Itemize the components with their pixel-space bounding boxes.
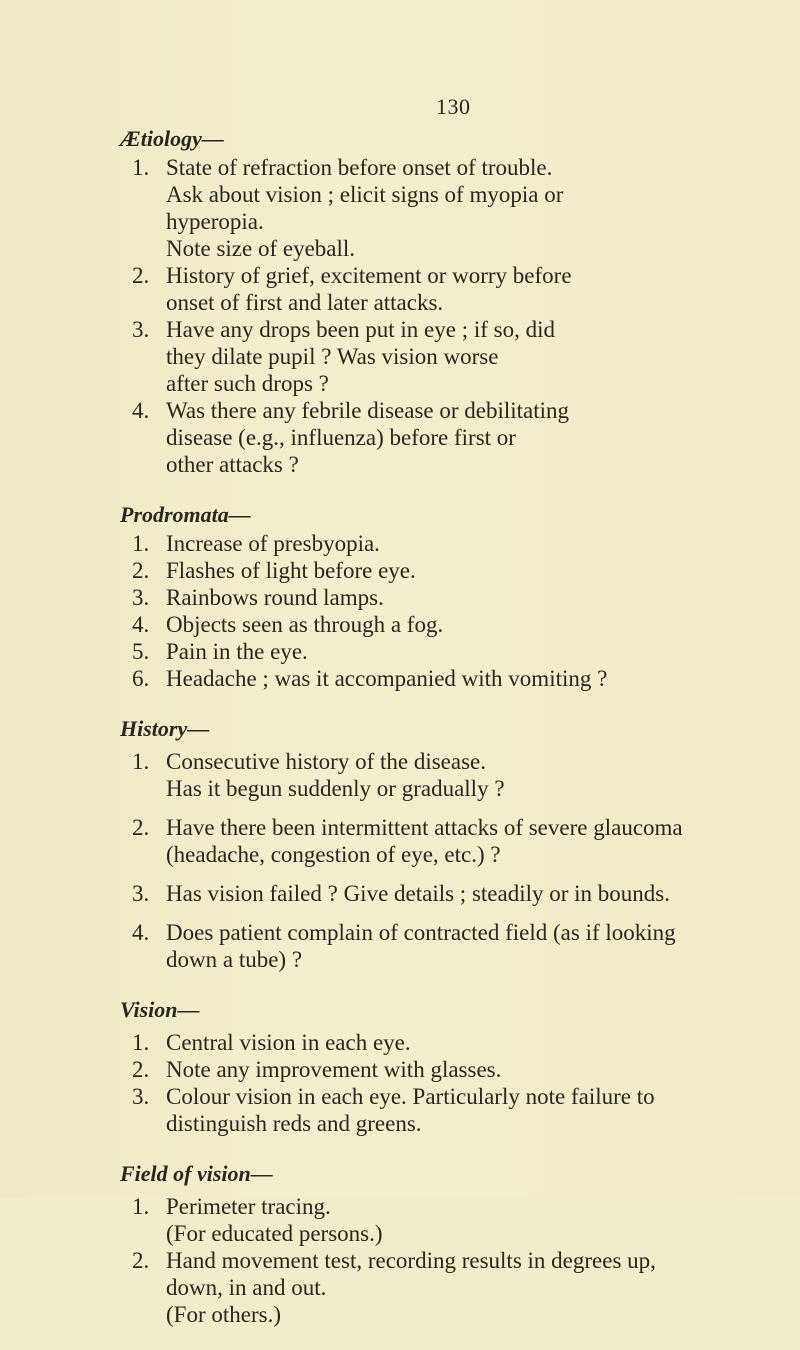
- item-line: Note size of eyeball.: [166, 236, 356, 261]
- item-number: 3.: [132, 585, 150, 610]
- item-line: Perimeter tracing.: [166, 1194, 331, 1219]
- item-line: Was there any febrile disease or debilitating: [166, 398, 570, 423]
- item-line: onset of first and later attacks.: [166, 290, 444, 315]
- item-line: Have any drops been put in eye ; if so, did: [166, 317, 555, 342]
- item-line: disease (e.g., influenza) before first or: [166, 425, 516, 450]
- item-line: Consecutive history of the disease.: [166, 749, 487, 774]
- item-line: down, in and out.: [166, 1275, 327, 1300]
- item-line: Headache ; was it accompanied with vomiting ?: [166, 666, 608, 691]
- section-heading: Prodromata—: [120, 502, 251, 527]
- list-item: [120, 1083, 760, 1137]
- list-item: [120, 611, 760, 638]
- item-line: distinguish reds and greens.: [166, 1111, 422, 1136]
- list-item: [120, 1247, 760, 1328]
- item-line: State of refraction before onset of trouble.: [166, 155, 553, 180]
- item-line: Does patient complain of contracted field (as if looking: [166, 920, 676, 945]
- item-line: other attacks ?: [166, 452, 299, 477]
- item-number: 2.: [132, 558, 150, 583]
- item-line: hyperopia.: [166, 209, 264, 234]
- item-number: 2.: [132, 815, 150, 840]
- item-number: 4.: [132, 612, 150, 637]
- list-item: [120, 638, 760, 665]
- item-line: Rainbows round lamps.: [166, 585, 384, 610]
- item-number: 1.: [132, 155, 150, 180]
- item-line: Colour vision in each eye. Particularly note failure to: [166, 1084, 655, 1109]
- page-content: [120, 124, 760, 1350]
- item-line: (headache, congestion of eye, etc.) ?: [166, 842, 501, 867]
- item-line: (For educated persons.): [166, 1221, 383, 1246]
- section-heading: Ætiology—: [120, 126, 224, 151]
- item-line: Increase of presbyopia.: [166, 531, 380, 556]
- list-item: [120, 262, 760, 316]
- section-vision: [120, 995, 760, 1137]
- list-item: [120, 316, 760, 397]
- item-line: down a tube) ?: [166, 947, 303, 972]
- section-prodromata: [120, 500, 760, 692]
- item-line: Note any improvement with glasses.: [166, 1057, 502, 1082]
- item-line: Hand movement test, recording results in degrees up,: [166, 1248, 656, 1273]
- item-line: History of grief, excitement or worry before: [166, 263, 572, 288]
- item-number: 1.: [132, 1194, 150, 1219]
- list-item: [120, 748, 760, 802]
- list-item: [120, 665, 760, 692]
- item-number: 1.: [132, 531, 150, 556]
- item-line: Has it begun suddenly or gradually ?: [166, 776, 505, 801]
- list-item: [120, 814, 760, 868]
- section-heading: Field of vision—: [120, 1161, 273, 1186]
- item-line: Flashes of light before eye.: [166, 558, 416, 583]
- item-line: Central vision in each eye.: [166, 1030, 411, 1055]
- list-item: [120, 397, 760, 478]
- list-item: [120, 557, 760, 584]
- item-line: (For others.): [166, 1302, 281, 1327]
- item-number: 5.: [132, 639, 150, 664]
- item-line: Pain in the eye.: [166, 639, 308, 664]
- item-line: they dilate pupil ? Was vision worse: [166, 344, 499, 369]
- section-history: [120, 714, 760, 973]
- list-item: [120, 154, 760, 262]
- section-heading: History—: [120, 716, 210, 741]
- item-number: 3.: [132, 881, 150, 906]
- section-aetiology: [120, 124, 760, 478]
- item-number: 2.: [132, 1057, 150, 1082]
- item-number: 1.: [132, 1030, 150, 1055]
- list-item: [120, 880, 760, 907]
- item-number: 2.: [132, 1248, 150, 1273]
- section-field-of-vision: [120, 1159, 760, 1328]
- list-item: [120, 1193, 760, 1247]
- item-line: Has vision failed ? Give details ; steadily or in bounds.: [166, 881, 670, 906]
- list-item: [120, 1056, 760, 1083]
- item-number: 3.: [132, 317, 150, 342]
- list-item: [120, 919, 760, 973]
- list-item: [120, 1029, 760, 1056]
- item-number: 1.: [132, 749, 150, 774]
- item-line: Objects seen as through a fog.: [166, 612, 444, 637]
- item-number: 4.: [132, 398, 150, 423]
- item-number: 3.: [132, 1084, 150, 1109]
- item-number: 2.: [132, 263, 150, 288]
- item-number: 4.: [132, 920, 150, 945]
- section-heading: Vision—: [120, 997, 200, 1022]
- list-item: [120, 584, 760, 611]
- item-line: Have there been intermittent attacks of severe glaucoma: [166, 815, 683, 840]
- item-number: 6.: [132, 666, 150, 691]
- item-line: after such drops ?: [166, 371, 329, 396]
- list-item: [120, 530, 760, 557]
- page-number: 130: [436, 94, 471, 119]
- item-line: Ask about vision ; elicit signs of myopia or: [166, 182, 564, 207]
